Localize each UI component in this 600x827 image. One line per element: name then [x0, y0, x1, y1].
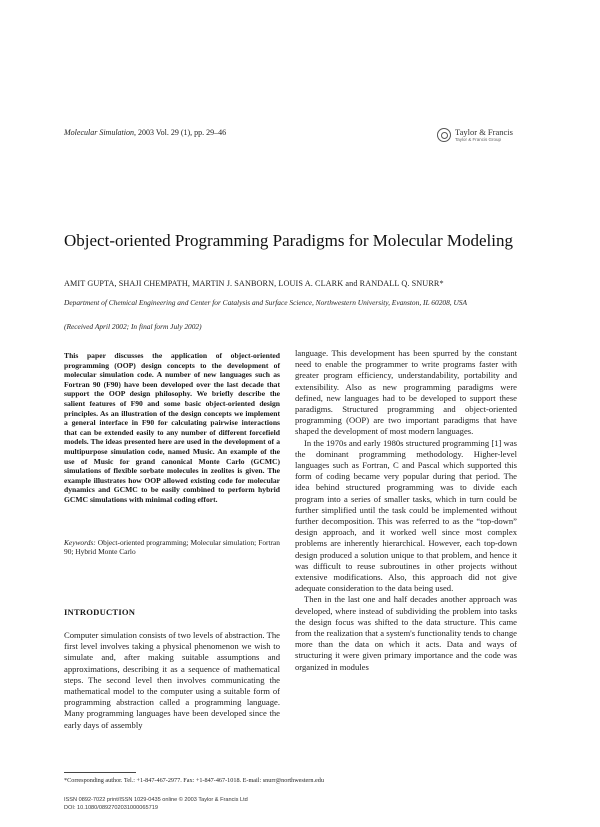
paragraph: language. This development has been spurred by the constant need to enable the programmer to write programs faster with greater program efficiency, understandability, portability and extensibility. Also as new programming paradigms were defined, new languages had to be developed to support these paradigms. Structured programming and object-oriented programming (OOP) are two important paradigms that have shaped the development of most modern languages.: [295, 348, 517, 437]
article-title: Object-oriented Programming Paradigms for Molecular Modeling: [64, 231, 513, 250]
keywords-text: Object-oriented programming; Molecular simulation; Fortran 90; Hybrid Monte Carlo: [64, 538, 280, 557]
received-dates: (Received April 2002; In final form July 2002): [64, 322, 202, 331]
keywords-label: Keywords:: [64, 538, 96, 547]
publisher-name: Taylor & Francis: [455, 127, 513, 137]
author-list: AMIT GUPTA, SHAJI CHEMPATH, MARTIN J. SANBORN, LOUIS A. CLARK and RANDALL Q. SNURR*: [64, 279, 444, 288]
publisher-logo-icon: [437, 128, 451, 142]
running-head: [64, 128, 226, 137]
paragraph: In the 1970s and early 1980s structured programming [1] was the dominant programming methodology. Higher-level languages such as Fortran, C and Pascal which supported this form of coding became very popular during that period. The idea behind structured programming was to divide each program into a series of smaller tasks, which in turn could be further simplified until the task could be implemented without further decomposition. This was referred to as the “top-down” design approach, and it worked well since most complex problems are inherently hierarchical. However, each top-down design produced a solution unique to that problem, and hence it was difficult to reuse subroutines in other projects without extensive modifications. Also, this approach did not give adequate consideration to the data being used.: [295, 437, 517, 594]
corresponding-author-footnote: *Corresponding author. Tel.: +1-847-467-2977. Fax: +1-847-467-1018. E-mail: snurr@northwestern.edu: [64, 777, 324, 784]
section-heading-introduction: INTRODUCTION: [64, 607, 136, 617]
issn-line: ISSN 0892-7022 print/ISSN 1029-0435 online © 2003 Taylor & Francis Ltd: [64, 797, 248, 803]
paragraph: Then in the last one and half decades another approach was developed, where instead of subdividing the problem into tasks the design focus was shifted to the data structure. This came from the realization that a system's functionality tends to change more than the data on which it acts. Data and ways of structuring it were given primary importance and the code was organized in modules: [295, 594, 517, 672]
introduction-left-column: [64, 630, 280, 731]
publisher-subtitle: Taylor & Francis Group: [455, 136, 502, 142]
doi-line: DOI: 10.1080/0892702031000065719: [64, 805, 158, 811]
abstract: This paper discusses the application of object-oriented programming (OOP) design concepts to the development of molecular simulation code. A number of new languages such as Fortran 90 (F90) have been developed over the last decade that support the OOP design philosophy. We briefly describe the salient features of F90 and some basic object-oriented design principles. As an illustration of the design concepts we implement a general interface in F90 for calculating pairwise interactions that can be extended easily to any number of different forcefield models. The ideas presented here are used in the development of a multipurpose simulation code, named Music. An example of the use of Music for grand canonical Monte Carlo (GCMC) simulations of flexible sorbate molecules in zeolites is given. The example illustrates how OOP allowed existing code for molecular dynamics and GCMC to be easily combined to perform hybrid GCMC simulations with minimal coding effort.: [64, 351, 280, 504]
paragraph: Computer simulation consists of two levels of abstraction. The first level involves taking a physical phenomenon we wish to simulate and, after making suitable assumptions and approximations, describing it as a sequence of mathematical steps. The second level then involves communicating the mathematical model to the computer using a suitable form of programming abstraction called a programming language. Many programming languages have been developed since the early days of assembly: [64, 630, 280, 730]
affiliation: Department of Chemical Engineering and Center for Catalysis and Surface Science, Northwestern University, Evanston, IL 60208, USA: [64, 298, 468, 307]
journal-name: Molecular Simulation: [64, 128, 134, 137]
publisher-logo: [437, 124, 547, 146]
introduction-right-column: [295, 348, 517, 673]
footnote-divider: [64, 772, 136, 773]
keywords: [64, 538, 280, 557]
journal-details: , 2003 Vol. 29 (1), pp. 29–46: [134, 128, 227, 137]
